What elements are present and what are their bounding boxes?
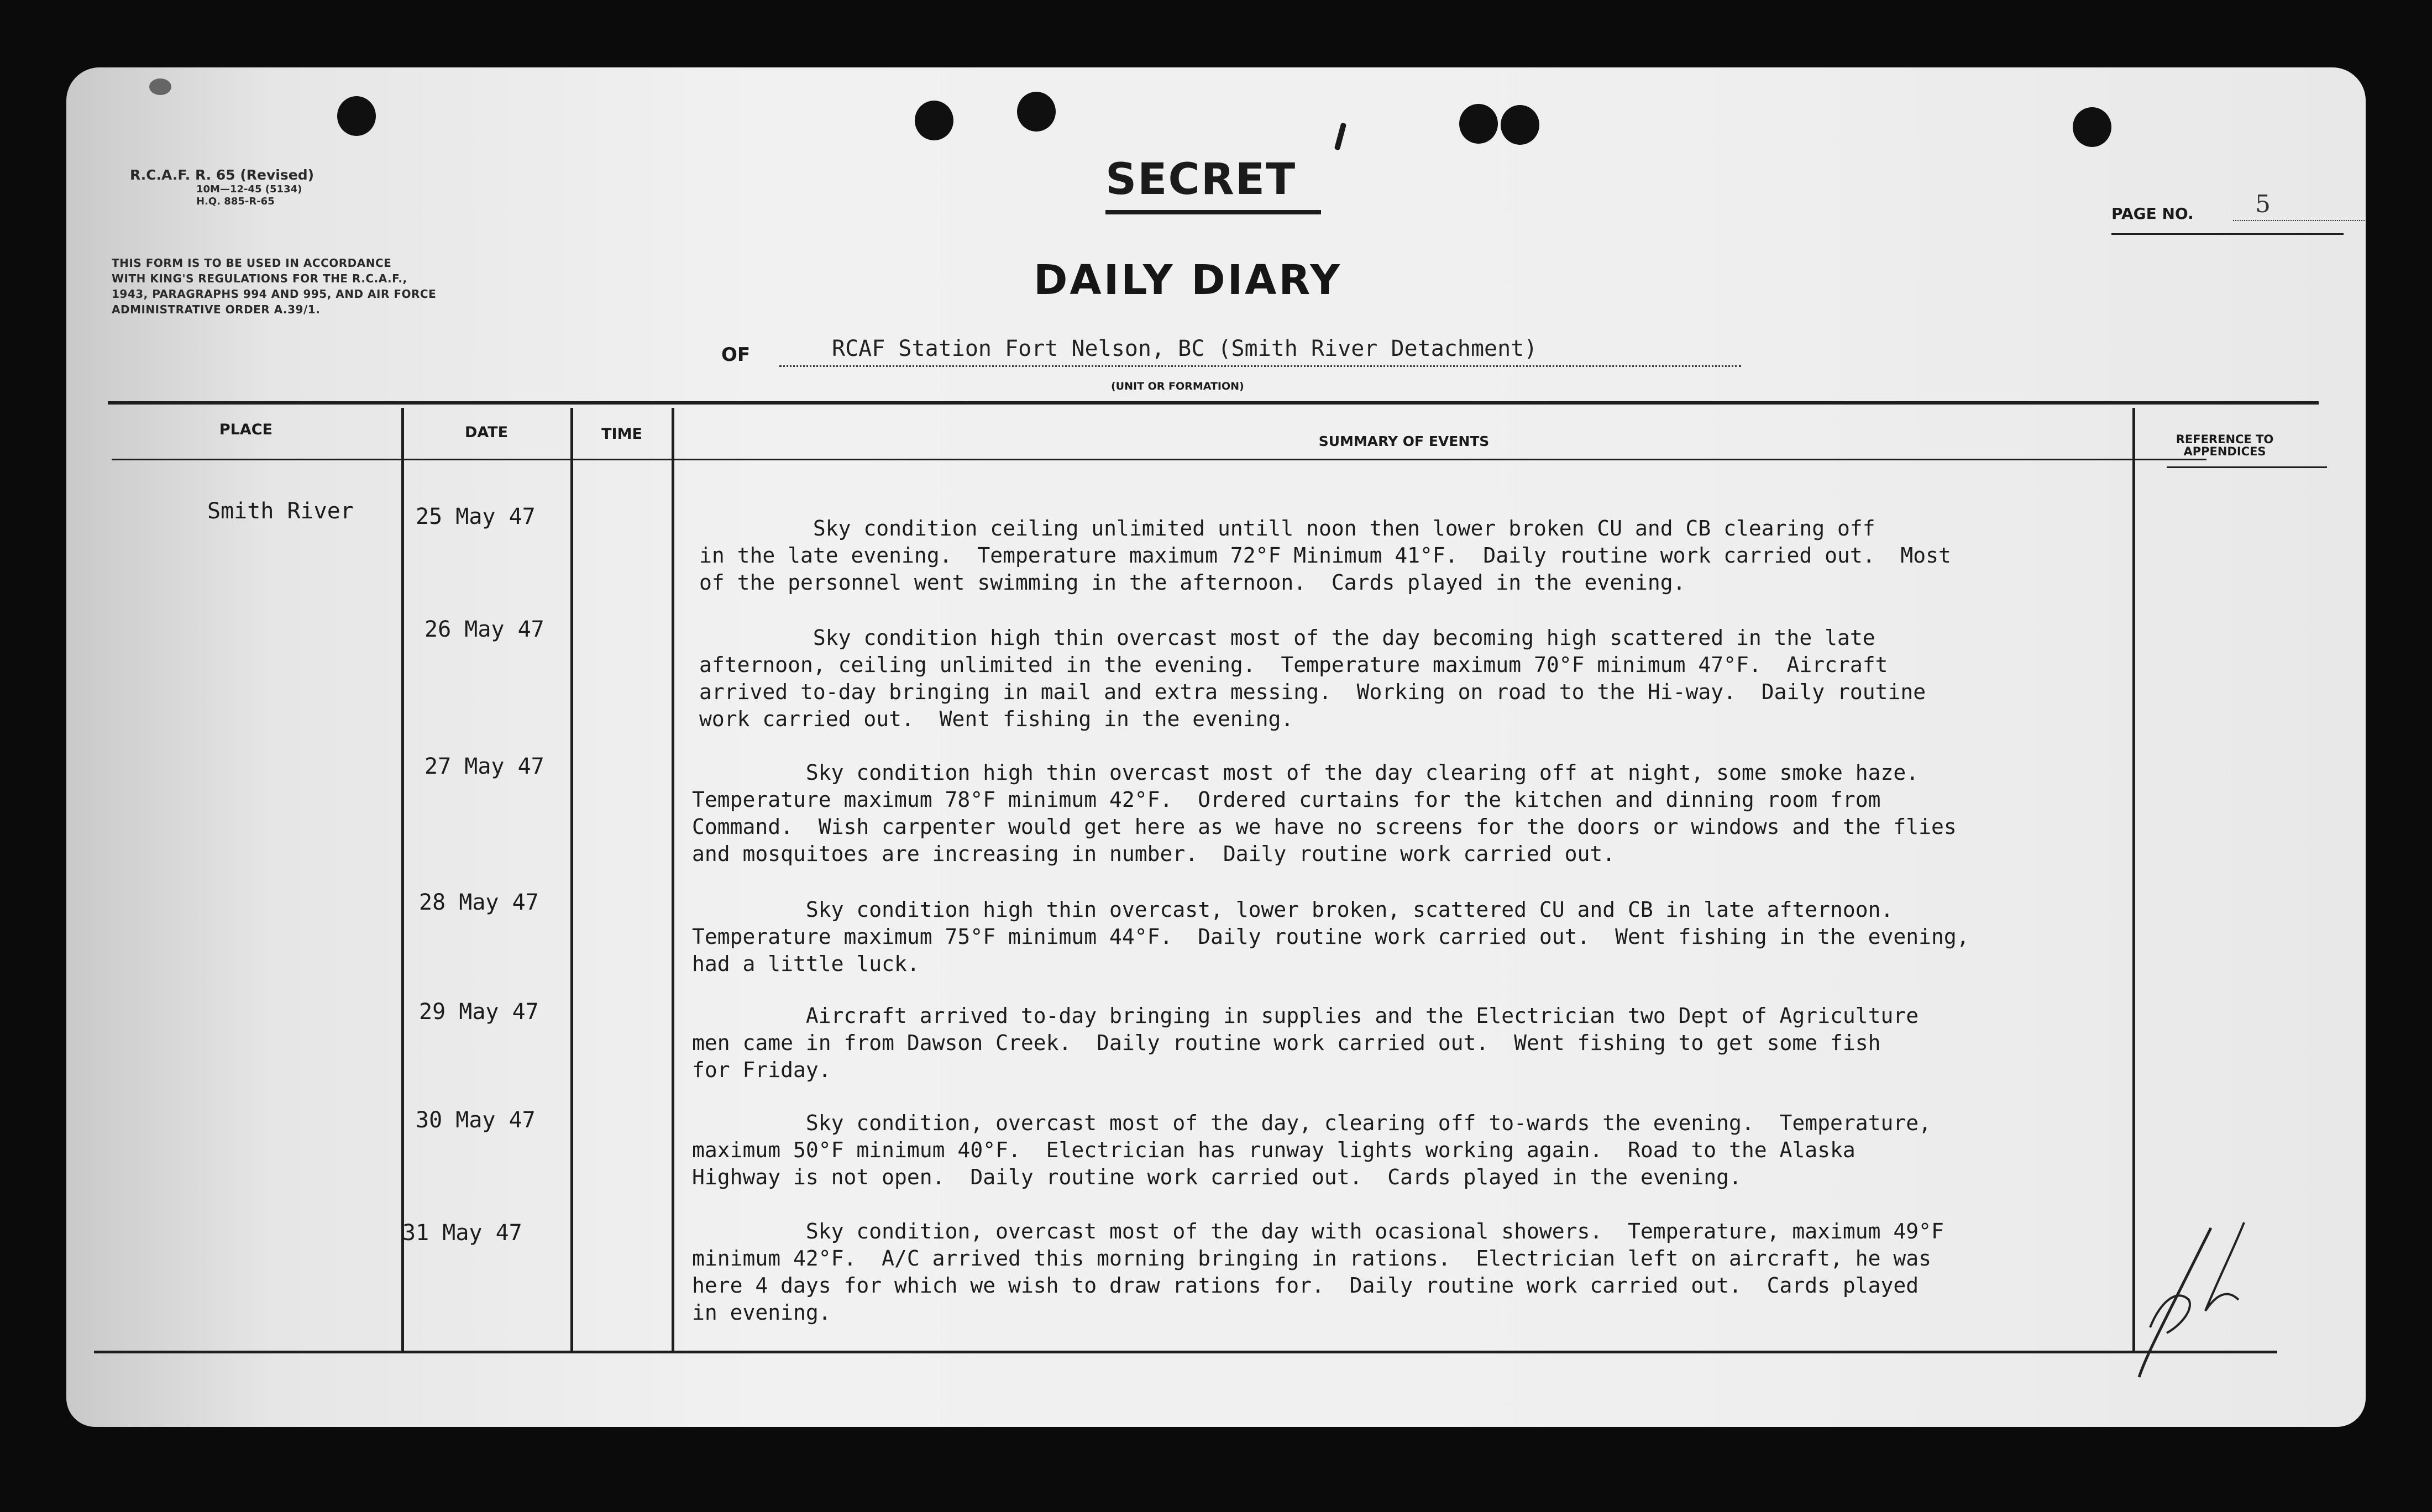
entry-summary: Aircraft arrived to-day bringing in supplies and the Electrician two Dept of Agriculture men came in from Dawson Creek. Daily routine work carried out. Went fishing to get some fish for Friday. [692, 1004, 1919, 1082]
regs-line: ADMINISTRATIVE ORDER A.39/1. [112, 303, 321, 316]
entry-date: 29 May 47 [419, 999, 539, 1025]
punch-hole [915, 101, 953, 140]
entry-summary: Sky condition high thin overcast, lower broken, scattered CU and CB in late afternoon. Temperature maximum 75°F minimum 44°F. Daily routine work carried out. Went fishing in the evening, had a little luck. [692, 897, 1969, 976]
entry-summary: Sky condition high thin overcast most of the day clearing off at night, some smoke haze. Temperature maximum 78°F minimum 42°F. Ordered curtains for the kitchen and dinning room from Command. Wish carpenter would get here as we have no screens for the doors or windows and the flies and mosquitoes are increasing in number. Daily routine work carried out. [692, 760, 1957, 866]
entry-summary: Sky condition ceiling unlimited untill noon then lower broken CU and CB clearing off in the late evening. Temperature maximum 72°F Minimum 41°F. Daily routine work carried out. Most of the personnel went swimming in the afternoon. Cards played in the evening. [699, 516, 1951, 595]
page-title: DAILY DIARY [1034, 256, 1342, 304]
column-divider [570, 408, 573, 1353]
entry-summary: Sky condition high thin overcast most of the day becoming high scattered in the late afternoon, ceiling unlimited in the evening. Temperature maximum 70°F minimum 47°F. Aircraft arrived to-day bringing in mail and extra messing. Working on road to the Hi-way. Daily routine work carried out. Went fishing in the evening. [699, 626, 1926, 731]
table-bottom-rule [94, 1351, 2277, 1353]
column-divider [2132, 408, 2135, 1353]
entry-summary: Sky condition, overcast most of the day, clearing off to-wards the evening. Temperature, maximum 50°F minimum 40°F. Electrician has runway lights working again. Road to the Alaska Highway is not open. Daily routine work carried out. Cards played in the evening. [692, 1111, 1932, 1189]
punch-hole [2073, 107, 2111, 147]
entry-date: 30 May 47 [416, 1107, 536, 1133]
page-number-value: 5 [2233, 190, 2366, 221]
reference-header-line: REFERENCE TO [2176, 433, 2274, 446]
punch-hole [337, 96, 376, 136]
stray-mark [1334, 123, 1347, 151]
header-bottom-rule [112, 459, 2206, 460]
column-divider [672, 408, 674, 1353]
entry-date: 26 May 47 [424, 617, 544, 642]
entry-date: 27 May 47 [424, 754, 544, 779]
regs-line: THIS FORM IS TO BE USED IN ACCORDANCE [112, 256, 392, 270]
punch-hole [1501, 105, 1539, 145]
handwritten-initials [2134, 1217, 2277, 1383]
column-divider [401, 408, 404, 1353]
place-value: Smith River [207, 498, 354, 524]
regulations-notice [112, 255, 436, 317]
entry-summary: Sky condition, overcast most of the day with ocasional showers. Temperature, maximum 49°F minimum 42°F. A/C arrived this morning bringing in rations. Electrician left on aircraft, he was here 4 days for which we wish to draw rations for. Daily routine work carried out. Cards played in evening. [692, 1219, 1944, 1325]
column-header-reference [2136, 433, 2313, 458]
unit-caption: (UNIT OR FORMATION) [1111, 380, 1244, 392]
column-header-place: PLACE [219, 421, 273, 438]
column-header-summary: SUMMARY OF EVENTS [1318, 433, 1490, 449]
unit-of-label: OF [721, 344, 751, 366]
form-number [130, 167, 314, 208]
page-number-rule [2111, 233, 2344, 235]
form-hq-line: H.Q. 885-R-65 [196, 196, 275, 207]
entry-date: 28 May 47 [419, 890, 539, 915]
regs-line: 1943, PARAGRAPHS 994 AND 995, AND AIR FORCE [112, 287, 437, 301]
punch-hole [1459, 104, 1498, 144]
stray-mark [149, 78, 171, 95]
entry-date: 25 May 47 [416, 504, 536, 529]
form-print-line: 10M—12-45 (5134) [196, 183, 302, 195]
diary-sheet [66, 67, 2366, 1427]
entry-date: 31 May 47 [402, 1220, 522, 1246]
page-number-label: PAGE NO. [2111, 204, 2194, 223]
regs-line: WITH KING'S REGULATIONS FOR THE R.C.A.F., [112, 272, 407, 285]
punch-hole [1017, 92, 1056, 132]
header-bottom-rule-ref [2167, 466, 2327, 468]
unit-name: RCAF Station Fort Nelson, BC (Smith River Detachment) [779, 336, 1741, 367]
column-header-time: TIME [601, 426, 642, 443]
table-top-rule [108, 401, 2319, 405]
reference-header-line: APPENDICES [2183, 445, 2266, 458]
form-number-line: R.C.A.F. R. 65 (Revised) [130, 167, 315, 183]
classification-heading: SECRET [1105, 155, 1297, 204]
column-header-date: DATE [464, 424, 509, 441]
classification-underline [1105, 210, 1321, 214]
